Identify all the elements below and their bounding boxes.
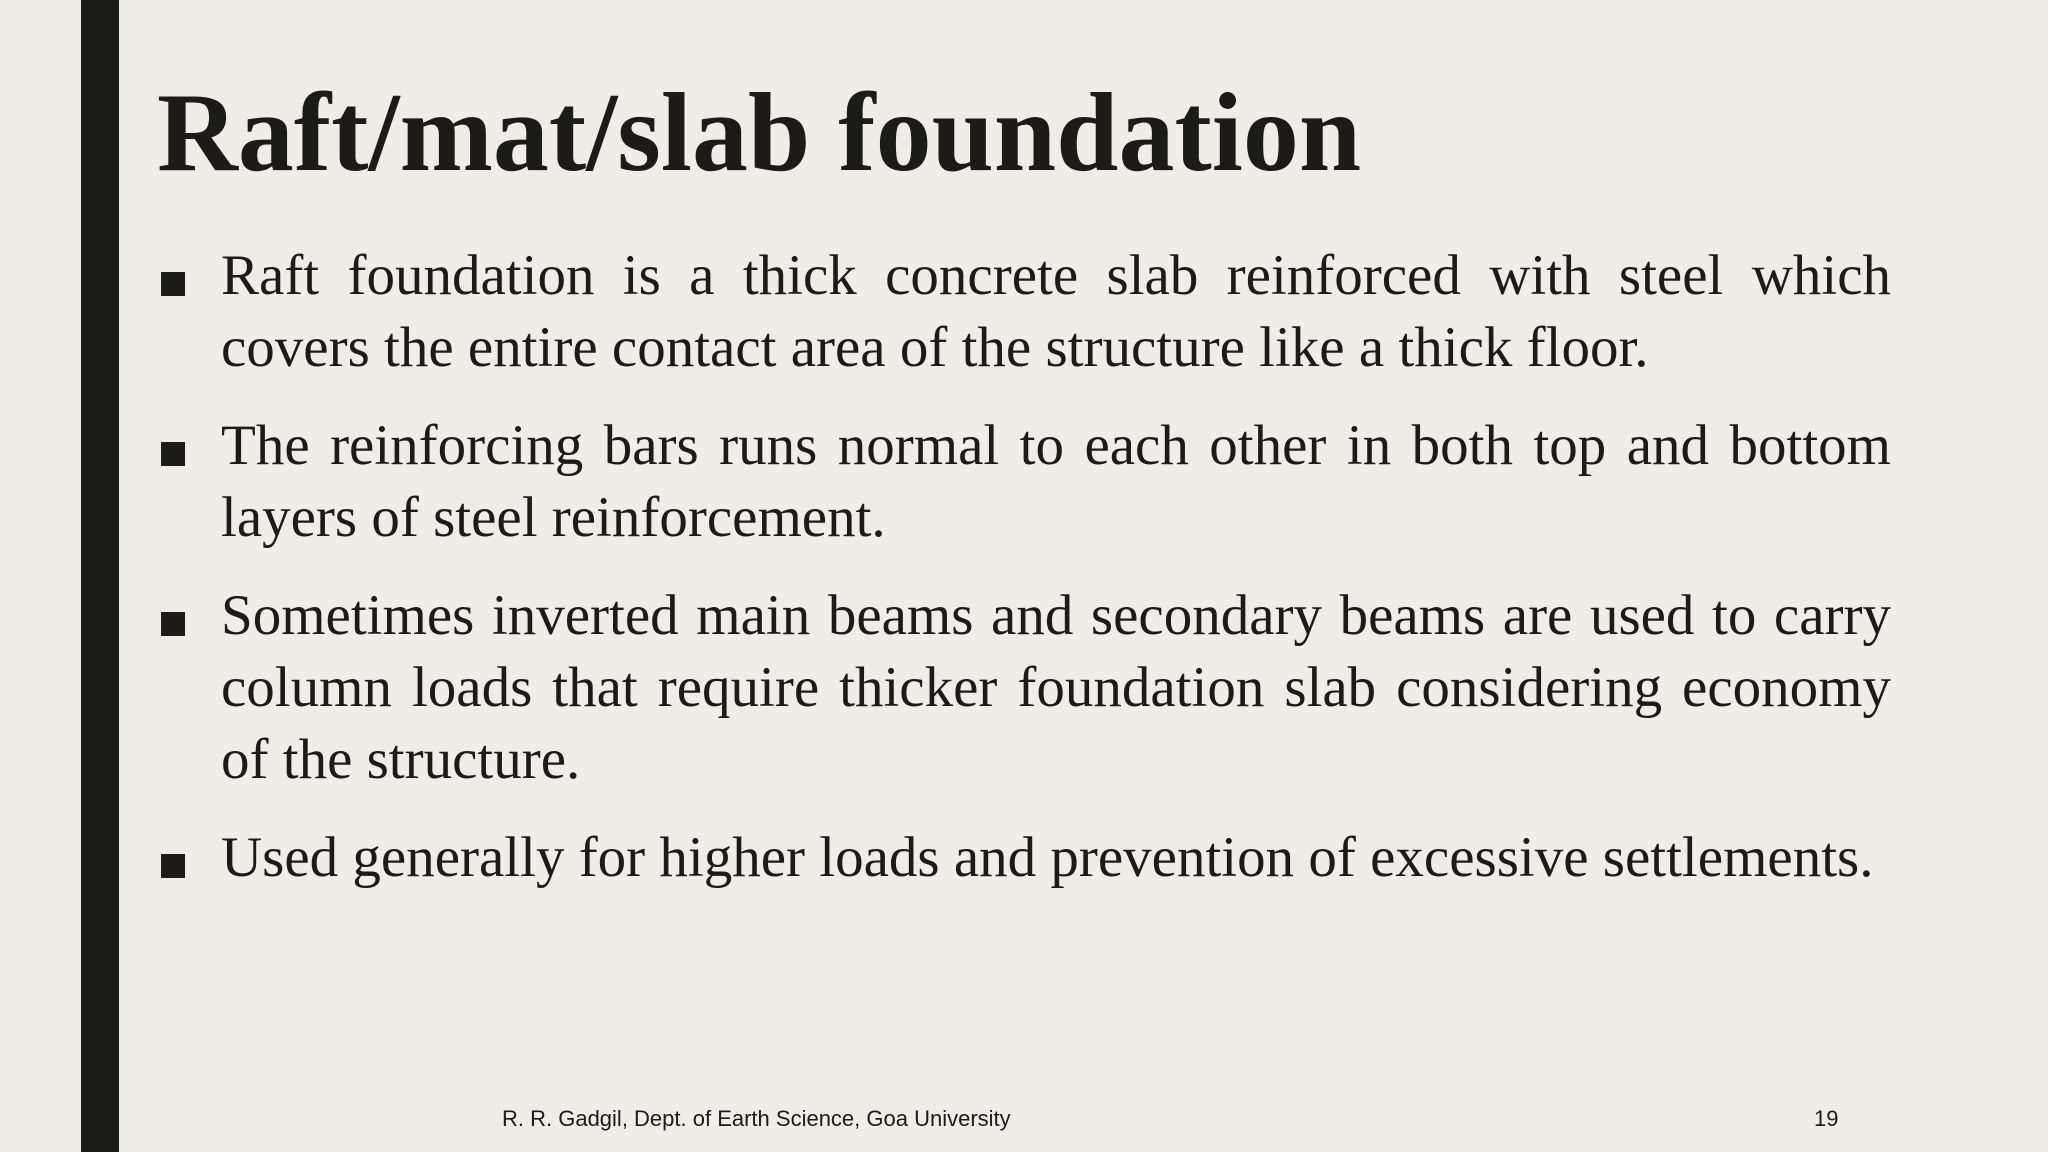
square-bullet-icon <box>161 854 185 878</box>
bullet-item-2 <box>157 410 1891 554</box>
page-number: 19 <box>1814 1106 1839 1131</box>
bullet-item-3 <box>157 580 1891 796</box>
slide-title: Raft/mat/slab foundation <box>157 71 1362 195</box>
left-accent-bar <box>81 0 119 1152</box>
square-bullet-icon <box>161 442 185 466</box>
bullet-text-4: Used generally for higher loads and prevention of excessive settlements. <box>221 826 1874 889</box>
bullet-text-1: Raft foundation is a thick concrete slab reinforced with steel which covers the entire contact area of the structure like a thick floor. <box>221 244 1891 379</box>
bullet-item-4 <box>157 822 1891 894</box>
square-bullet-icon <box>161 612 185 636</box>
bullet-list <box>157 240 1891 920</box>
square-bullet-icon <box>161 272 185 296</box>
footer-credit: R. R. Gadgil, Dept. of Earth Science, Goa University <box>502 1106 1011 1131</box>
bullet-text-3: Sometimes inverted main beams and secondary beams are used to carry column loads that require thicker foundation slab considering economy of the structure. <box>221 584 1891 791</box>
bullet-text-2: The reinforcing bars runs normal to each other in both top and bottom layers of steel reinforcement. <box>221 414 1891 549</box>
bullet-item-1 <box>157 240 1891 384</box>
